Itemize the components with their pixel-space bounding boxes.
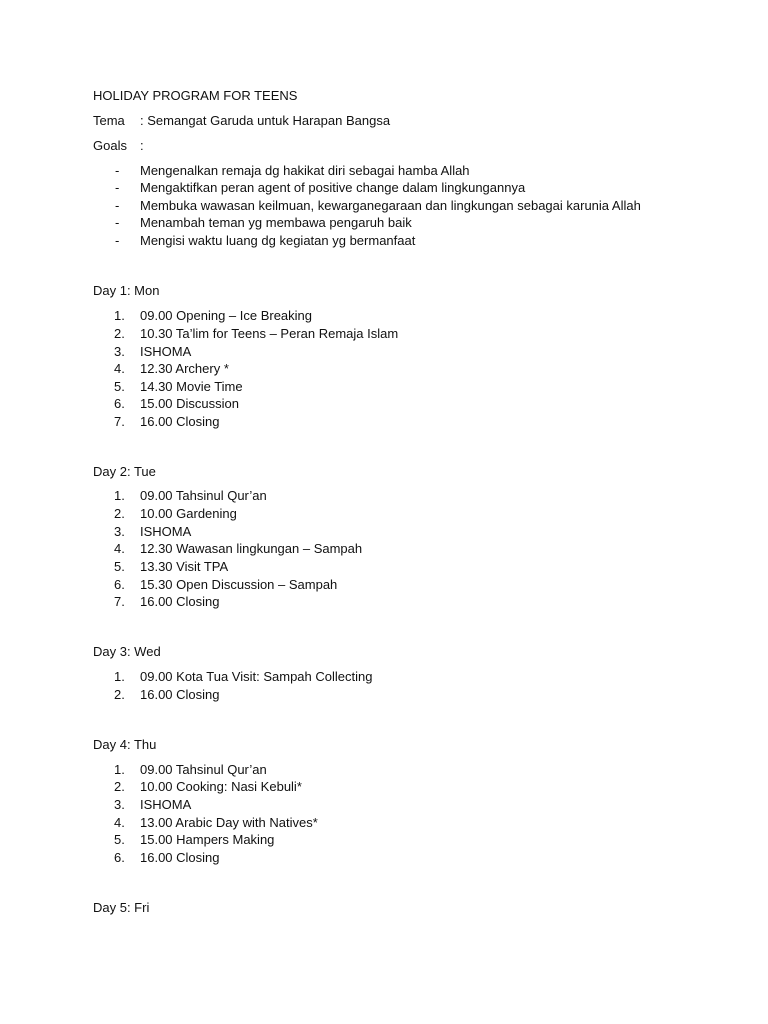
item-text: 16.00 Closing (140, 687, 220, 702)
item-text: 15.30 Open Discussion – Sampah (140, 577, 338, 592)
item-text: 15.00 Discussion (140, 396, 239, 411)
item-number: 4. (114, 815, 125, 830)
item-number: 7. (114, 594, 125, 609)
item-text: 16.00 Closing (140, 594, 220, 609)
day-heading: Day 4: Thu (93, 737, 157, 752)
item-number: 1. (114, 669, 125, 684)
item-number: 7. (114, 414, 125, 429)
item-text: 09.00 Opening – Ice Breaking (140, 308, 313, 323)
day-heading: Day 1: Mon (93, 283, 160, 298)
item-text: 16.00 Closing (140, 414, 220, 429)
item-number: 6. (114, 577, 125, 592)
item-number: 5. (114, 832, 125, 847)
item-text: 10.00 Gardening (140, 506, 237, 521)
item-text: ISHOMA (140, 797, 192, 812)
item-text: 15.00 Hampers Making (140, 832, 275, 847)
bullet-dash: - (115, 198, 120, 213)
item-number: 5. (114, 559, 125, 574)
day-heading: Day 2: Tue (93, 464, 156, 479)
item-number: 2. (114, 779, 125, 794)
item-text: 10.30 Ta’lim for Teens – Peran Remaja Islam (140, 326, 399, 341)
item-text: 16.00 Closing (140, 850, 220, 865)
item-number: 3. (114, 524, 125, 539)
item-text: 13.00 Arabic Day with Natives* (140, 815, 318, 830)
item-number: 1. (114, 308, 125, 323)
goal-text: Menambah teman yg membawa pengaruh baik (140, 215, 412, 230)
goal-text: Mengisi waktu luang dg kegiatan yg bermanfaat (140, 233, 416, 248)
item-text: ISHOMA (140, 344, 192, 359)
item-number: 1. (114, 762, 125, 777)
bullet-dash: - (115, 180, 120, 195)
item-number: 3. (114, 344, 125, 359)
tema-value: : Semangat Garuda untuk Harapan Bangsa (140, 113, 391, 128)
item-number: 6. (114, 850, 125, 865)
day-heading: Day 5: Fri (93, 900, 150, 915)
item-number: 4. (114, 541, 125, 556)
item-text: ISHOMA (140, 524, 192, 539)
item-number: 2. (114, 687, 125, 702)
item-text: 14.30 Movie Time (140, 379, 243, 394)
item-text: 13.30 Visit TPA (140, 559, 229, 574)
item-number: 6. (114, 396, 125, 411)
item-number: 2. (114, 506, 125, 521)
bullet-dash: - (115, 163, 120, 178)
item-number: 5. (114, 379, 125, 394)
goal-text: Membuka wawasan keilmuan, kewarganegaraan dan lingkungan sebagai karunia Allah (140, 198, 641, 213)
goals-label: Goals (93, 138, 127, 153)
item-text: 09.00 Tahsinul Qur’an (140, 762, 267, 777)
item-text: 12.30 Wawasan lingkungan – Sampah (140, 541, 363, 556)
goal-text: Mengenalkan remaja dg hakikat diri sebagai hamba Allah (140, 163, 470, 178)
item-text: 12.30 Archery * (140, 361, 229, 376)
item-number: 3. (114, 797, 125, 812)
goal-text: Mengaktifkan peran agent of positive change dalam lingkungannya (140, 180, 526, 195)
item-text: 09.00 Kota Tua Visit: Sampah Collecting (140, 669, 373, 684)
document-title: HOLIDAY PROGRAM FOR TEENS (93, 88, 298, 103)
day-heading: Day 3: Wed (93, 644, 161, 659)
item-text: 10.00 Cooking: Nasi Kebuli* (140, 779, 302, 794)
bullet-dash: - (115, 233, 120, 248)
bullet-dash: - (115, 215, 120, 230)
item-text: 09.00 Tahsinul Qur’an (140, 488, 267, 503)
item-number: 4. (114, 361, 125, 376)
item-number: 1. (114, 488, 125, 503)
item-number: 2. (114, 326, 125, 341)
goals-colon: : (140, 138, 144, 153)
tema-label: Tema (93, 113, 125, 128)
